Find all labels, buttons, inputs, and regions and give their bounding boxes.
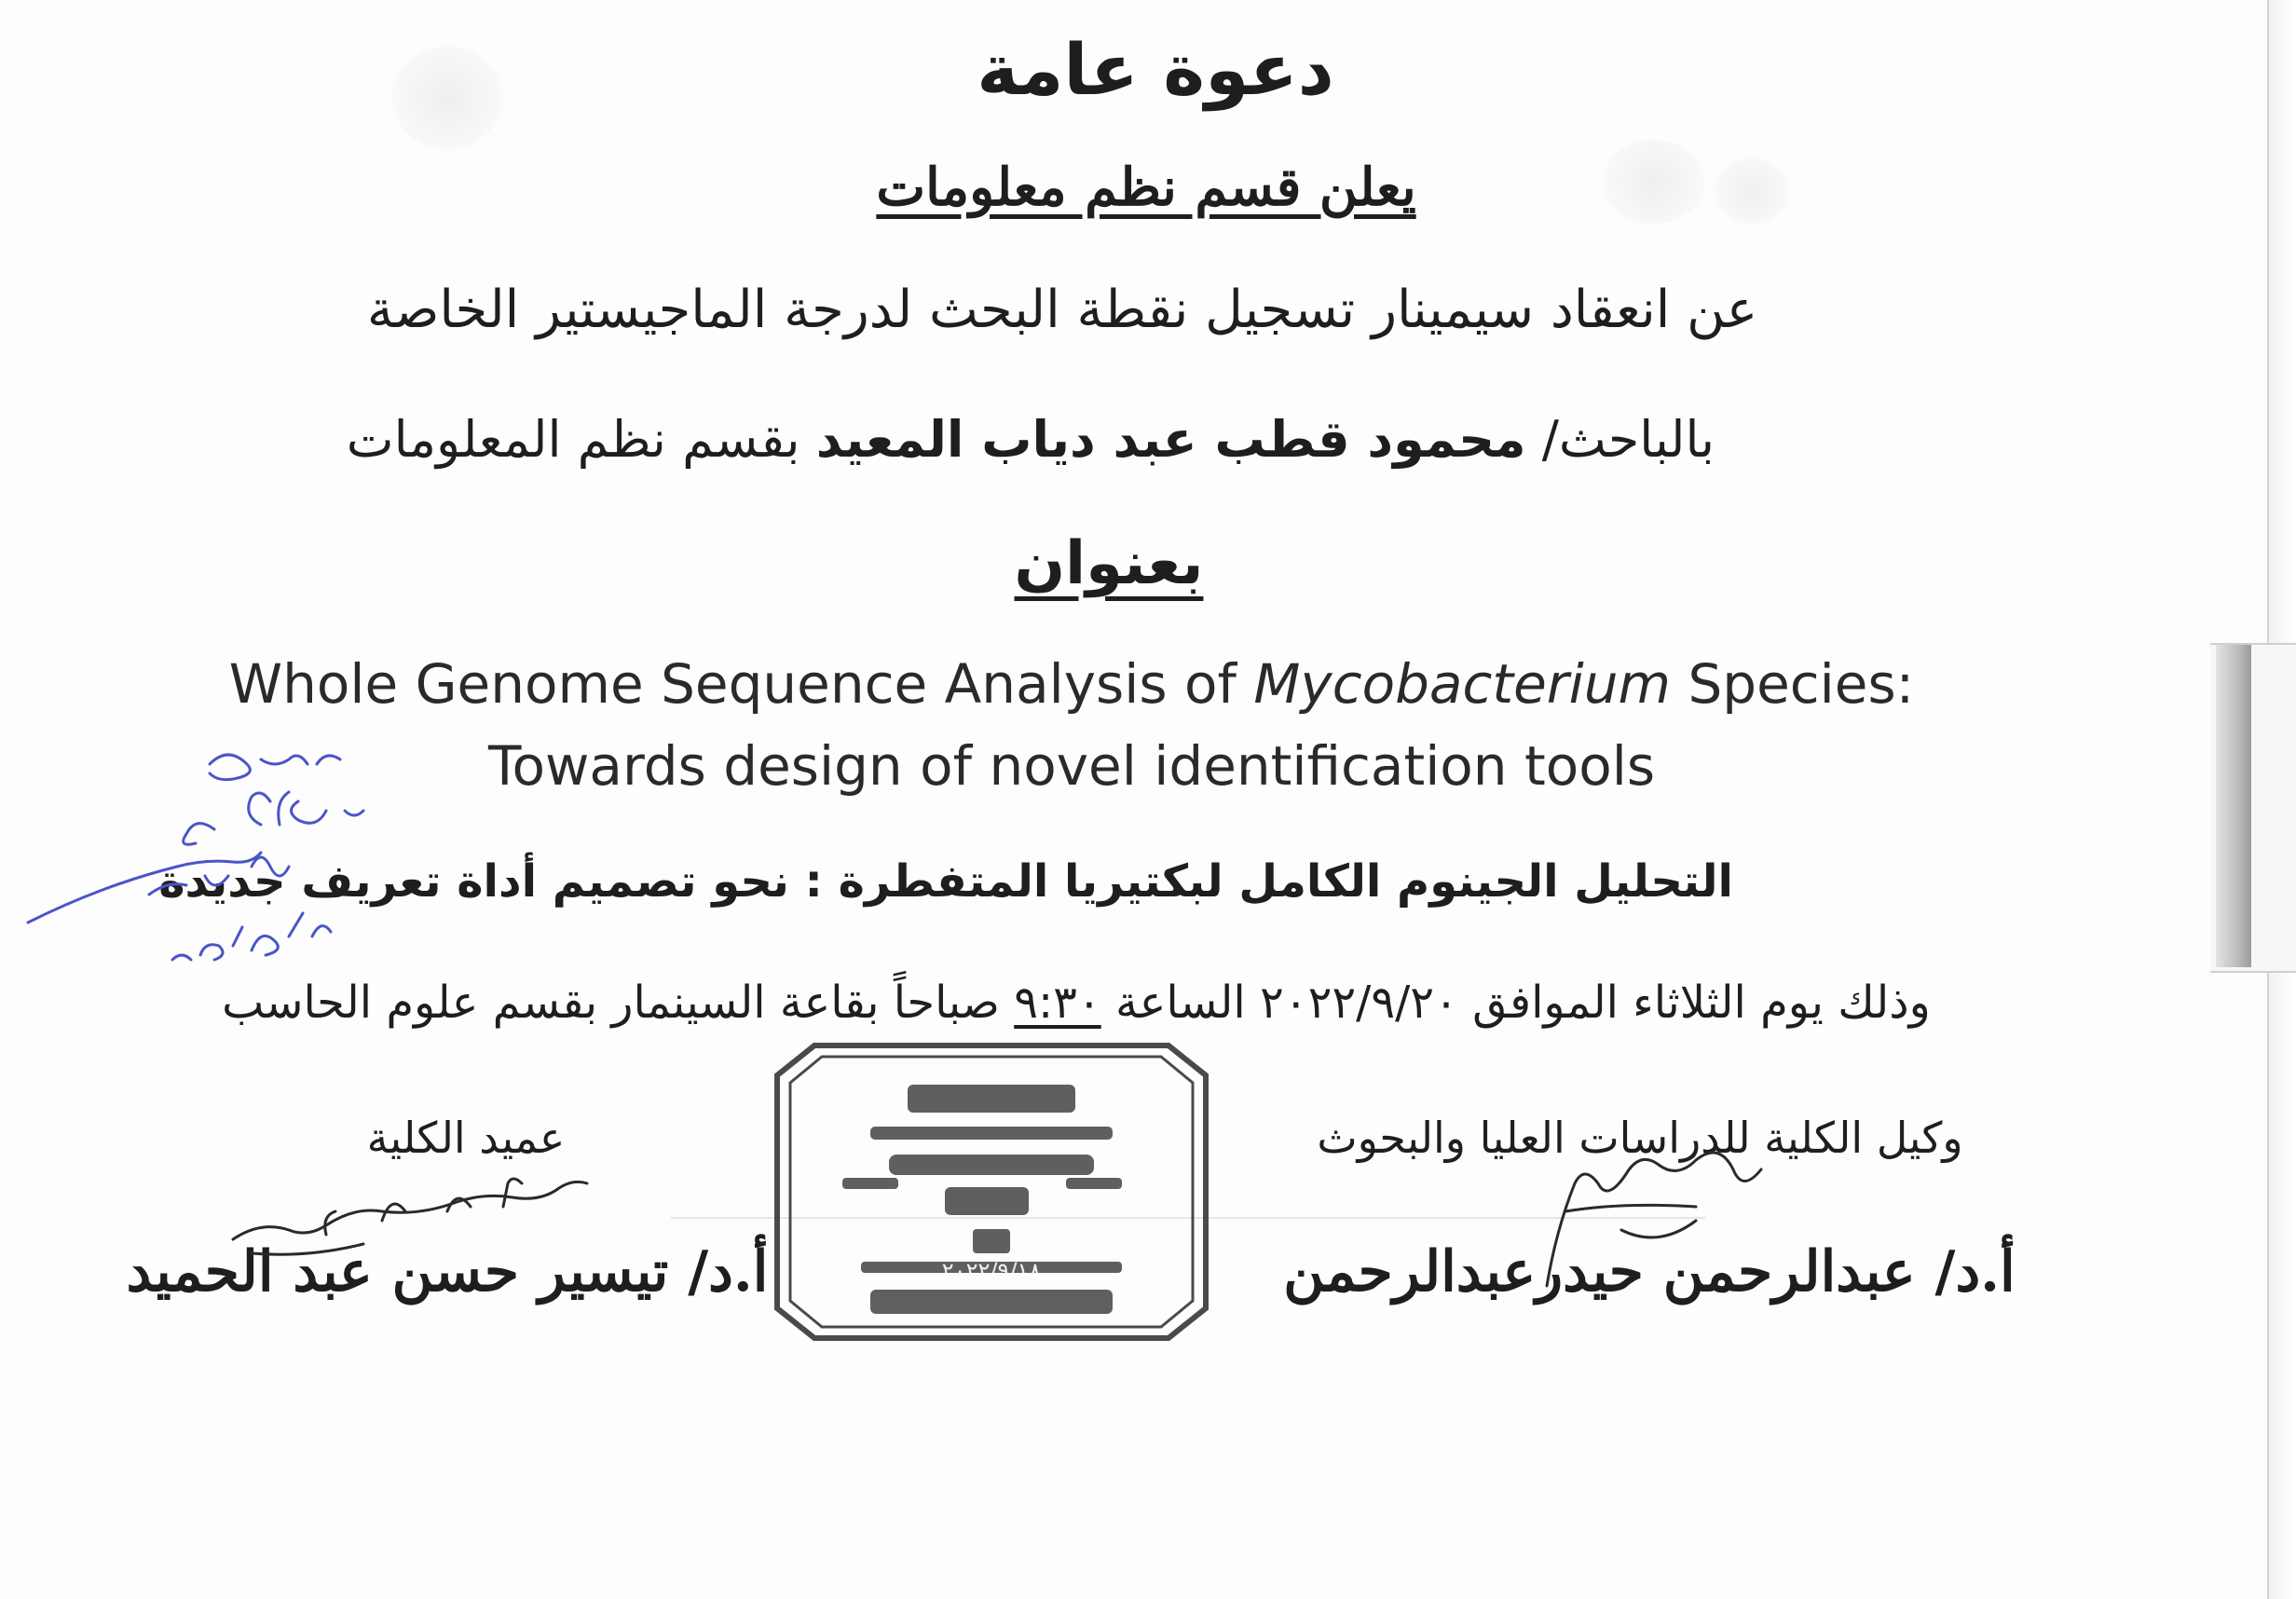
english-title-line-2: Towards design of novel identification tools xyxy=(487,734,1656,798)
handwritten-note xyxy=(9,736,382,969)
dean-name: أ.د/ تيسير حسن عبد الحميد xyxy=(126,1239,769,1305)
vice-dean-role: وكيل الكلية للدراسات العليا والبحوث xyxy=(1317,1113,1963,1163)
researcher-prefix: بالباحث/ xyxy=(1541,410,1715,469)
dean-role: عميد الكلية xyxy=(366,1113,566,1163)
paper-stain xyxy=(1603,140,1705,224)
researcher-department: بقسم نظم المعلومات xyxy=(346,410,800,469)
vice-dean-name: أ.د/ عبدالرحمن حيدرعبدالرحمن xyxy=(1283,1239,2016,1305)
paper-stain xyxy=(391,47,503,149)
date-line-start: وذلك يوم الثلاثاء الموافق ٢٠٢٢/٩/٢٠ الساعة xyxy=(1114,977,1931,1029)
researcher-line xyxy=(346,410,1715,469)
official-stamp xyxy=(758,1038,1219,1346)
title-heading: بعنوان xyxy=(1014,529,1204,598)
arabic-title: التحليل الجينوم الكامل لبكتيريا المتفطرة : نحو تصميم أداة تعريف جديدة xyxy=(158,855,1733,908)
date-line xyxy=(149,977,2003,1029)
stamp-date: ٢٠٢٢/٩/١٨ xyxy=(941,1258,1042,1284)
researcher-name: محمود قطب عبد دياب المعيد xyxy=(815,410,1526,469)
announcer-line: يعلن قسم نظم معلومات xyxy=(876,157,1416,218)
english-title-start: Whole Genome Sequence Analysis of xyxy=(228,652,1254,716)
vice-dean-signature xyxy=(1510,1146,1808,1295)
purpose-line: عن انعقاد سيمينار تسجيل نقطة البحث لدرجة الماجيستير الخاصة xyxy=(366,280,1758,340)
document-title: دعوة عامة xyxy=(977,28,1334,111)
paper-stain xyxy=(1715,158,1789,224)
date-line-end: صباحاً بقاعة السينمار بقسم علوم الحاسب xyxy=(222,977,1000,1029)
english-title-italic: Mycobacterium xyxy=(1253,652,1672,716)
time-value: ٩:٣٠ xyxy=(1014,977,1101,1029)
english-title-line-1 xyxy=(140,652,2003,716)
folded-tab-shadow xyxy=(2216,645,2251,967)
dean-signature xyxy=(224,1165,615,1267)
english-title-end: Species: xyxy=(1671,652,1915,716)
